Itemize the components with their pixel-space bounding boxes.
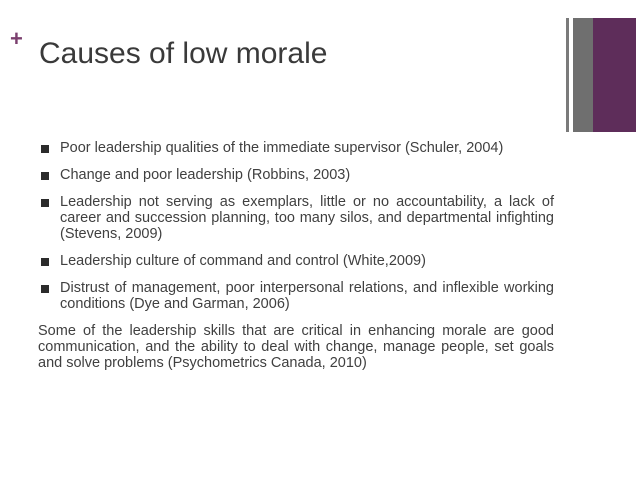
bullet-text: Poor leadership qualities of the immediate supervisor (Schuler, 2004) — [60, 140, 504, 156]
list-item — [38, 194, 554, 242]
summary-paragraph: Some of the leadership skills that are critical in enhancing morale are good communication, and the ability to deal with change, manage people, set goals and solve problems (Psychometrics Canada, 2010) — [38, 323, 554, 371]
plus-icon: + — [10, 26, 23, 51]
square-bullet-icon — [41, 199, 49, 207]
square-bullet-icon — [41, 258, 49, 266]
list-item — [38, 140, 554, 156]
decorative-thin-bar — [566, 18, 569, 132]
bullet-text: Distrust of management, poor interpersonal relations, and inflexible working conditions (Dye and Garman, 2006) — [60, 280, 554, 312]
slide-title: Causes of low morale — [39, 37, 328, 70]
decorative-gray-bar — [573, 18, 593, 132]
square-bullet-icon — [41, 285, 49, 293]
list-item — [38, 167, 554, 183]
decorative-purple-bar — [593, 18, 636, 132]
square-bullet-icon — [41, 145, 49, 153]
list-item — [38, 280, 554, 312]
list-item — [38, 253, 554, 269]
bullet-list — [38, 140, 554, 312]
bullet-text: Change and poor leadership (Robbins, 2003) — [60, 167, 351, 183]
bullet-text: Leadership culture of command and control (White,2009) — [60, 253, 426, 269]
square-bullet-icon — [41, 172, 49, 180]
bullet-text: Leadership not serving as exemplars, little or no accountability, a lack of career and succession planning, too many silos, and departmental infighting (Stevens, 2009) — [60, 194, 554, 242]
slide-content — [38, 140, 554, 371]
